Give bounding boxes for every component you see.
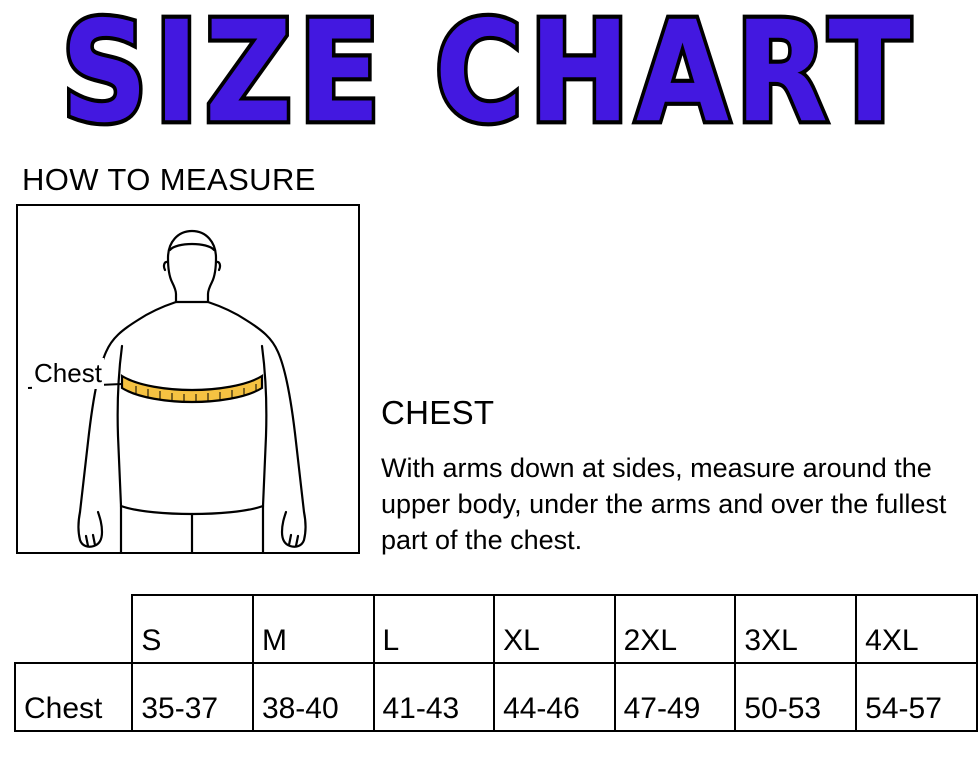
chest-callout-label: Chest [34,358,102,388]
table-header-m: M [253,595,374,663]
table-header-3xl: 3XL [735,595,856,663]
table-row-label-chest: Chest [15,663,132,731]
table-cell-chest-3xl: 50-53 [735,663,856,731]
table-cell-chest-m: 38-40 [253,663,374,731]
size-chart-table [14,594,978,732]
how-to-measure-heading: HOW TO MEASURE [22,162,316,197]
table-row [15,663,977,731]
table-header-4xl: 4XL [856,595,977,663]
page-title: SIZE CHART [61,0,917,154]
table-cell-chest-xl: 44-46 [494,663,615,731]
description-heading: CHEST [381,394,495,431]
table-corner-blank [15,595,132,663]
table-header-l: L [374,595,495,663]
table-header-s: S [132,595,253,663]
table-cell-chest-4xl: 54-57 [856,663,977,731]
table-header-xl: XL [494,595,615,663]
table-cell-chest-l: 41-43 [374,663,495,731]
table-cell-chest-2xl: 47-49 [615,663,736,731]
table-header-row [15,595,977,663]
description-body: With arms down at sides, measure around the upper body, under the arms and over the fullest part of the chest. [381,453,947,556]
table-cell-chest-s: 35-37 [132,663,253,731]
tape-measure-icon [122,376,262,402]
table-header-2xl: 2XL [615,595,736,663]
